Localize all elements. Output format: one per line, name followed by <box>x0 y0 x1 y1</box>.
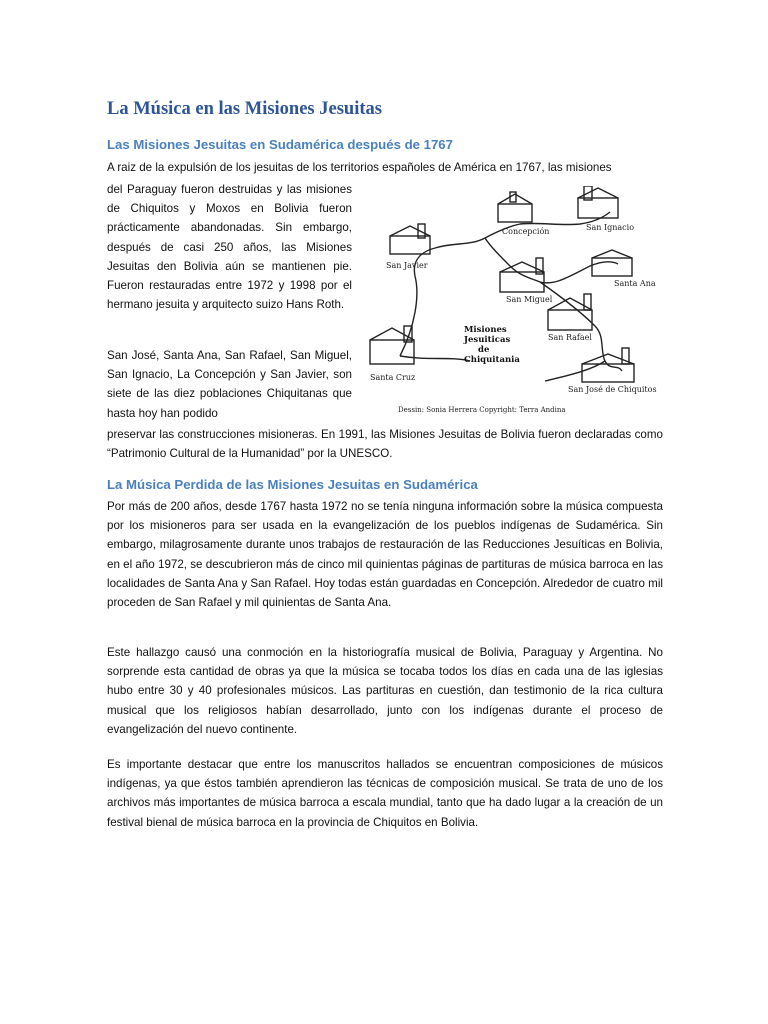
missions-map-illustration <box>360 186 660 424</box>
map-label-san-javier: San Javier <box>386 261 428 270</box>
paragraph-seven-towns: San José, Santa Ana, San Rafael, San Miguel, San Ignacio, La Concepción y San Javier, son siete de las diez poblaciones Chiquitanas que hasta hoy han podido <box>107 349 352 420</box>
map-label-concepcion: Concepción <box>502 227 550 236</box>
map-label-san-ignacio: San Ignacio <box>586 223 635 232</box>
map-label-san-miguel: San Miguel <box>506 295 553 304</box>
church-san-ignacio-sketch <box>578 186 618 218</box>
paragraph-missions-abandoned: del Paraguay fueron destruidas y las misiones de Chiquitos y Moxos en Bolivia fueron prácticamente abandonadas. Sin embargo, después de casi 250 años, las Misiones Jesuitas den Bolivia aún se mantienen pie. Fueron restauradas entre 1972 y 1998 por el hermano jesuita y arquitecto suizo Hans Roth. <box>107 183 352 312</box>
paragraph-historiography: Este hallazgo causó una conmoción en la historiografía musical de Bolivia, Paraguay y Argentina. No sorprende esta cantidad de obras ya que la música se tocaba todos los días en cada una de las iglesias hubo entre 30 y 40 profesionales músicos. Las partituras en cuestión, dan testimonio de la rica cultura musical que los religiosos habían desarrollado, junto con los indígenas durante el proceso de evangelización del nuevo continente. <box>107 646 663 736</box>
section-heading-lost-music: La Música Perdida de las Misiones Jesuitas en Sudamérica <box>107 477 478 492</box>
map-label-santa-ana: Santa Ana <box>614 279 656 288</box>
map-label-san-jose: San José de Chiquitos <box>568 385 657 394</box>
page-title: La Música en las Misiones Jesuitas <box>107 99 382 119</box>
church-san-javier-sketch <box>390 224 430 254</box>
map-label-santa-cruz: Santa Cruz <box>370 373 416 382</box>
section-heading-missions: Las Misiones Jesuitas en Sudamérica después de 1767 <box>107 137 453 152</box>
map-label-san-rafael: San Rafael <box>548 333 592 342</box>
paragraph-unesco: preservar las construcciones misioneras. En 1991, las Misiones Jesuitas de Bolivia fueron declaradas como “Patrimonio Cultural de la Humanidad” por la UNESCO. <box>107 428 663 461</box>
map-title-line3: de <box>478 345 490 355</box>
paragraph-discovery: Por más de 200 años, desde 1767 hasta 1972 no se tenía ninguna información sobre la música compuesta por los misioneros para ser usada en la evangelización de los pueblos indígenas de Sudamérica. Sin embargo, milagrosamente durante unos trabajos de restauración de las Reducciones Jesuíticas en Bolivia, en el año 1972, se descubrieron más de cinco mil quinientas páginas de partituras de música barroca en las localidades de Santa Ana y San Rafael. Hoy todas están guardadas en Concepción. Alrededor de cuatro mil proceden de San Rafael y mil quinientas de Santa Ana. <box>107 500 663 610</box>
map-title-line4: Chiquitania <box>464 355 520 365</box>
paragraph-intro-line: A raiz de la expulsión de los jesuitas de los territorios españoles de América en 1767, las misiones <box>107 161 612 174</box>
map-title-line2: Jesuiticas <box>464 335 511 345</box>
church-san-rafael-sketch <box>548 294 592 330</box>
map-credit: Dessin: Sonia Herrera Copyright: Terra Andina <box>398 406 566 414</box>
paragraph-indigenous-composers: Es importante destacar que entre los manuscritos hallados se encuentran composiciones de músicos indígenas, ya que éstos también aprendieron las técnicas de composición musical. Se trata de uno de los archivos más importantes de música barroca a escala mundial, tanto que ha dado lugar a la creación de un festival bienal de música barroca en la provincia de Chiquitos en Bolivia. <box>107 758 663 829</box>
church-santa-cruz-sketch <box>370 326 414 364</box>
map-title-line1: Misiones <box>464 325 507 335</box>
church-concepcion-sketch <box>498 192 532 222</box>
